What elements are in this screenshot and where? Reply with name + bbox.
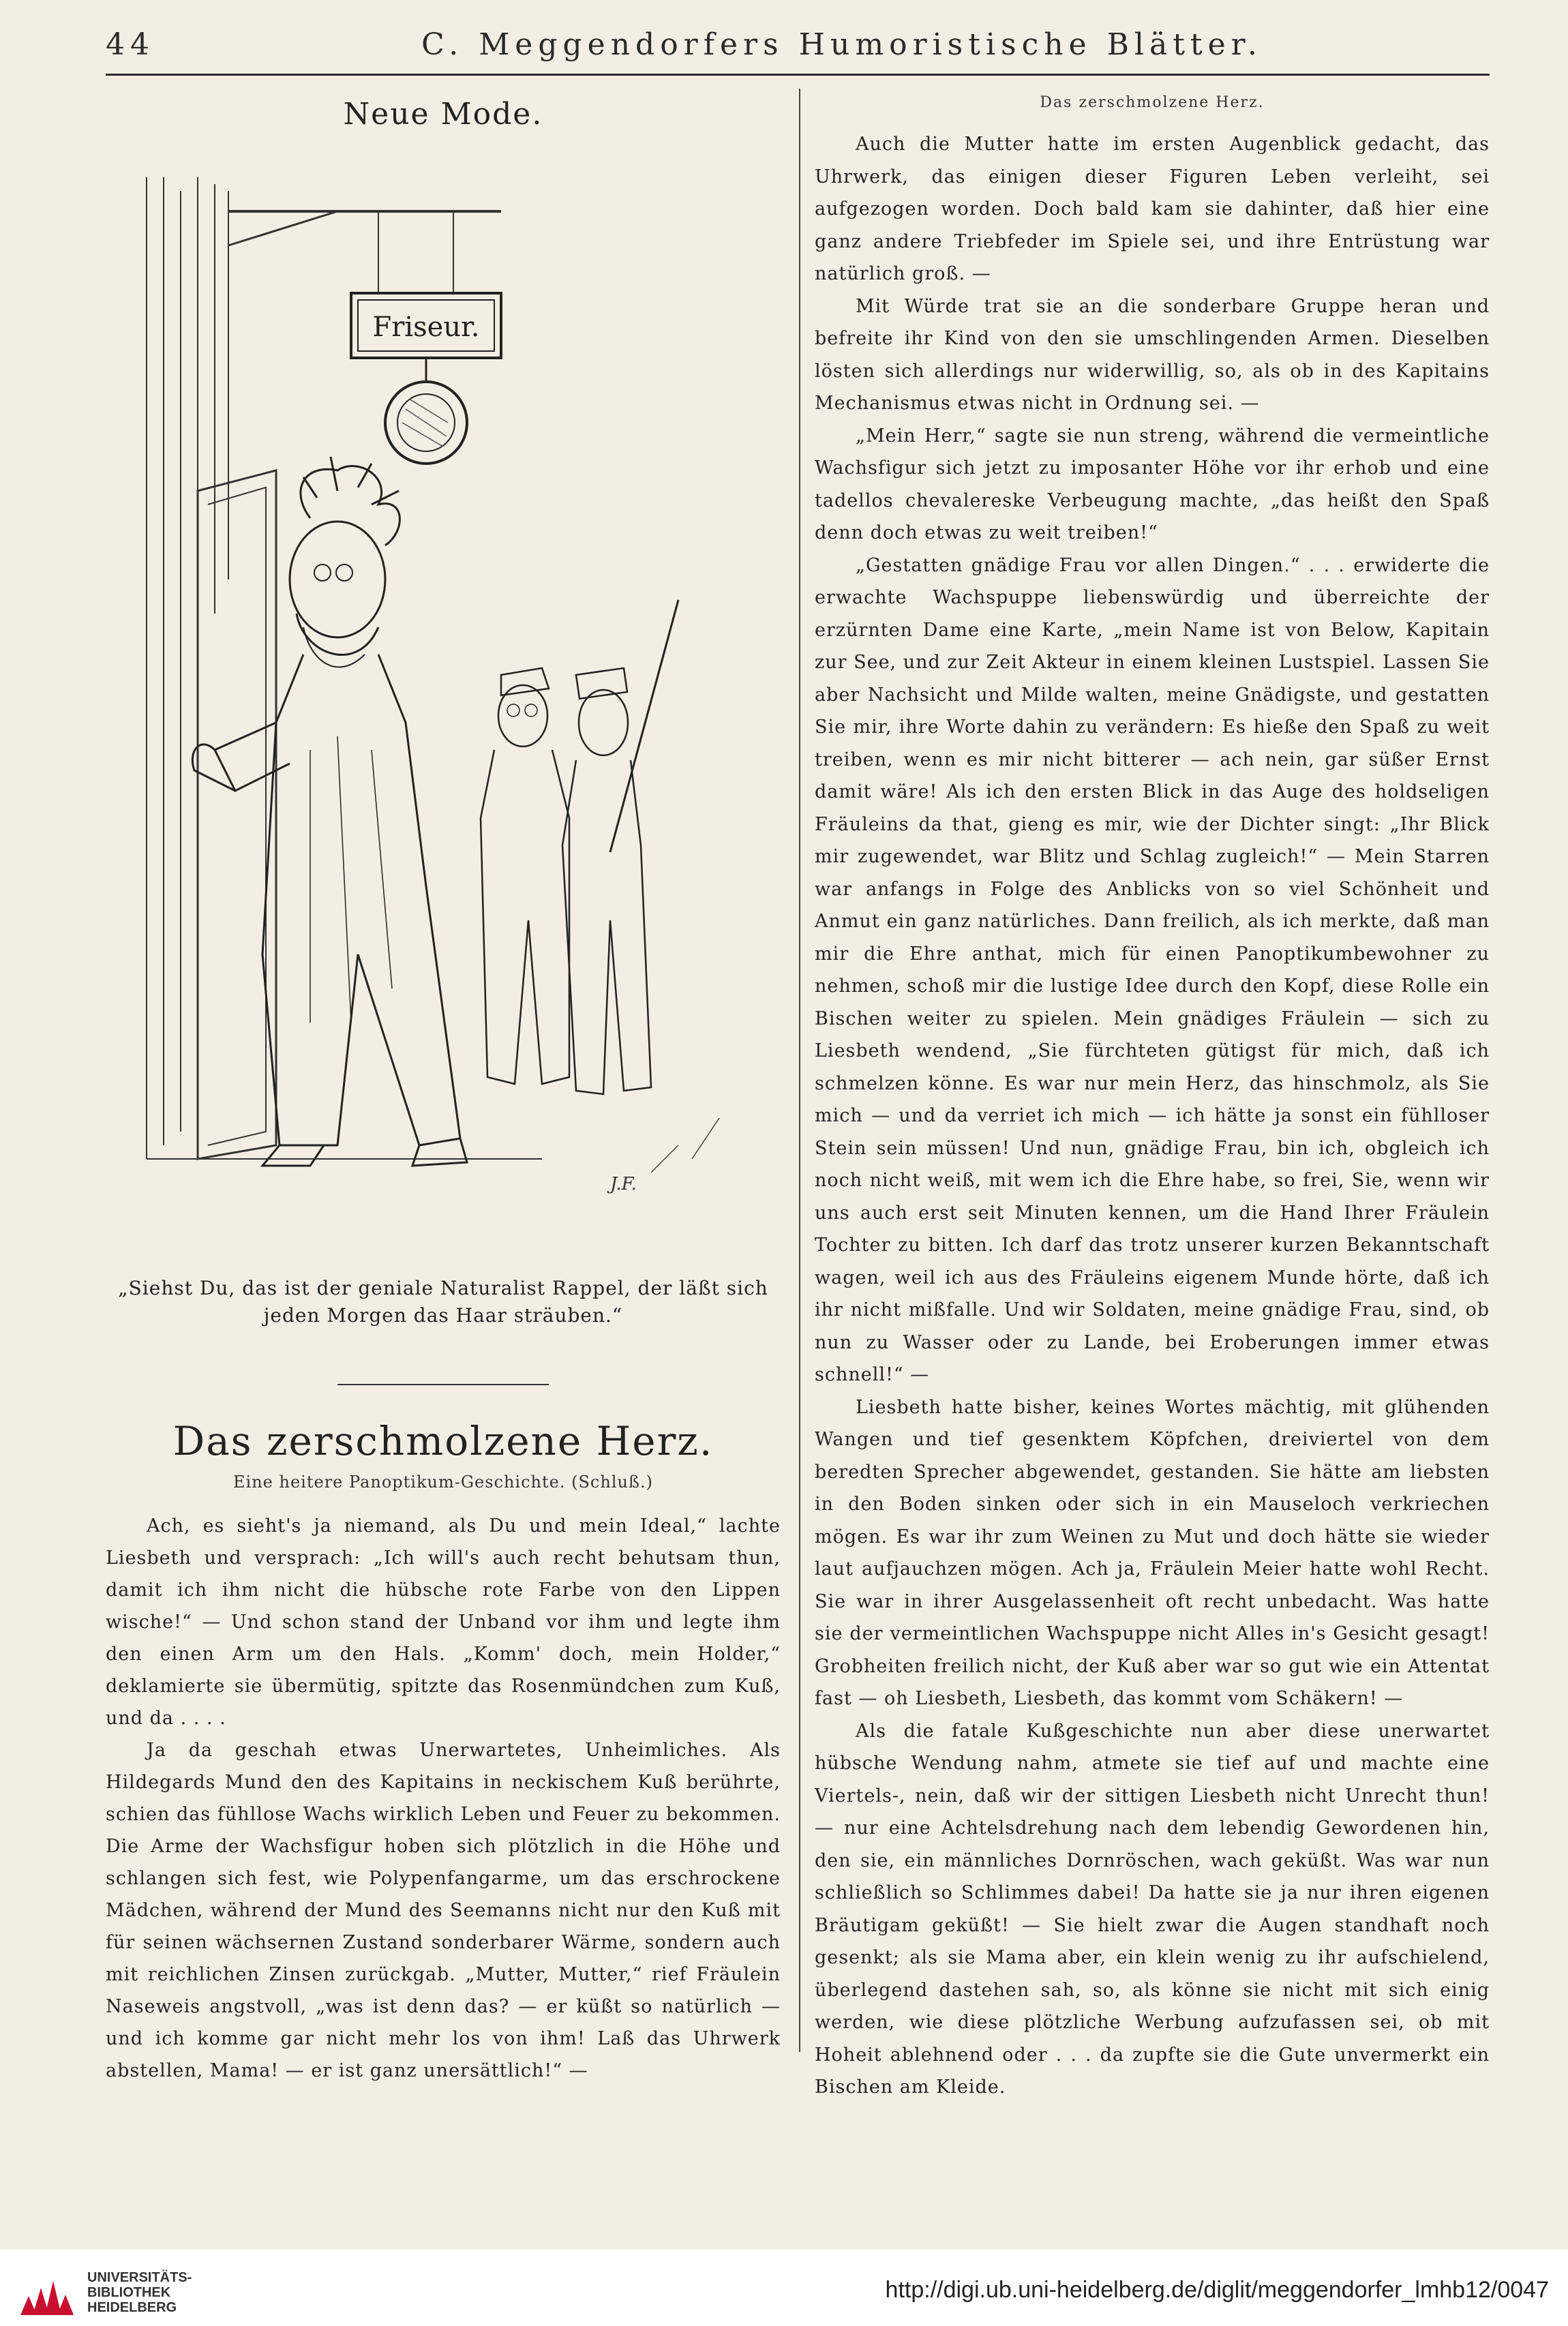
library-footer <box>0 2250 1568 2326</box>
column-running-head: Das zerschmolzene Herz. <box>1040 94 1265 111</box>
friseur-sign-text: Friseur. <box>372 312 480 343</box>
story-text-left <box>106 1510 781 2087</box>
journal-title: C. Meggendorfers Humoristische Blätter. <box>421 27 1263 62</box>
section-separator <box>337 1384 549 1385</box>
institution-name <box>87 2270 192 2315</box>
source-url-link[interactable]: http://digi.ub.uni-heidelberg.de/diglit/meggendorfer_lmhb12/0047 <box>885 2277 1549 2303</box>
story-paragraph: „Mein Herr,“ sagte sie nun streng, während die vermeintliche Wachsfigur sich jetzt zu imposanter Höhe vor ihr erhob und eine tadellos chevalereske Verbeugung machte, „das heißt den Spaß denn doch etwas zu weit treiben!“ <box>815 425 1490 543</box>
story-text-right <box>815 128 1490 2104</box>
story-subtitle: Eine heitere Panoptikum-Geschichte. (Schluß.) <box>233 1472 653 1492</box>
cartoon-illustration <box>133 136 767 1350</box>
header-rule <box>106 74 1490 76</box>
cartoon-caption: „Siehst Du, das ist der geniale Naturalist Rappel, der läßt sich jeden Morgen das Haar sträuben.“ <box>118 1277 768 1327</box>
naturalist-figure <box>192 457 467 1166</box>
institution-line: UNIVERSITÄTS- <box>87 2270 192 2285</box>
soldier-figures <box>481 600 678 1094</box>
story-paragraph: „Gestatten gnädige Frau vor allen Dingen.“ . . . erwiderte die erwachte Wachspuppe liebenswürdig und überreichte der erzürnten Dame eine Karte, „mein Name ist von Below, Kapitain zur See, und zur Zeit Akteur in einem kleinen Lustspiel. Lassen Sie aber Nachsicht und Milde walten, meine Gnädigste, und gestatten Sie mir, ihre Worte dahin zu verändern: Es hieße den Spaß zu weit treiben, wenn es mir nicht bitterer — ach nein, gar süßer Ernst damit wäre! Als ich den ersten Blick in das Auge des holdseligen Fräuleins da that, gieng es mir, wie der Dichter singt: „Ihr Blick mir zugewendet, war Blitz und Schlag zugleich!“ — Mein Starren war anfangs in Folge des Anblicks von so viel Schönheit und Anmut ein ganz natürliches. Dann freilich, als ich merkte, daß man mir die Ehre anthat, mich für einen Panoptikumbewohner zu nehmen, schoß mir die lustige Idee durch den Kopf, diese Rolle ein Bischen weiter zu spielen. Mein gnädiges Fräulein — sich zu Liesbeth wendend, „Sie fürchteten gütigst für mich, daß ich schmelzen könne. Es war nur mein Herz, das hinschmolz, als Sie mich — und da verriet ich mich — ich hätte ja sonst ein fühlloser Stein sein müssen! Und nun, gnädige Frau, bin ich, obgleich ich noch nicht weiß, mit wem ich die Ehre habe, so frei, Sie, wenn wir uns auch erst seit Minuten kennen, um die Hand Ihrer Fräulein Tochter zu bitten. Ich darf das trotz unserer kurzen Bekanntschaft wagen, weil ich aus des Fräuleins eigenem Munde hörte, daß ich ihr nicht mißfalle. Und wir Soldaten, meine gnädige Frau, sind, ob nun zu Wasser oder zu Lande, bei Eroberungen immer etwas schnell!“ — <box>815 554 1490 1385</box>
story-paragraph: Als die fatale Kußgeschichte nun aber diese unerwartet hübsche Wendung nahm, atmete sie tief auf und machte eine Viertels-, nein, daß wir der sittigen Liesbeth nicht Unrecht thun! — nur eine Achtelsdrehung nach dem lebendig Gewordenen hin, den sie, ein männliches Dornröschen, wach geküßt. Was war nun schließlich so Schlimmes dabei! Da hatte sie ja nur ihren eigenen Bräutigam geküßt! — Sie hielt zwar die Augen standhaft noch gesenkt; als sie Mama aber, ein klein wenig zu ihr aufschielend, überlegend dastehen sah, so, als könne sie nicht mit sich einig werden, wie diese plötzliche Werbung aufzufassen sei, ob mit Hoheit ablehnend oder . . . da zupfte sie die Gute unvermerkt ein Bischen am Kleide. <box>815 1720 1490 2098</box>
cartoon-title: Neue Mode. <box>343 97 543 132</box>
story-title: Das zerschmolzene Herz. <box>172 1418 714 1464</box>
story-paragraph: Ja da geschah etwas Unerwartetes, Unheimliches. Als Hildegards Mund den des Kapitains in neckischem Kuß berührte, schien das fühllose Wachs wirklich Leben und Feuer zu bekommen. Die Arme der Wachsfigur hoben sich plötzlich in die Höhe und schlangen sich fest, wie Polypenfangarme, um das erschrockene Mädchen, während der Mund des Seemanns nicht nur den Kuß mit für seinen wächsernen Zustand sonderbarer Wärme, sondern auch mit reichlichen Zinsen zurückgab. „Mutter, Mutter,“ rief Fräulein Naseweis angstvoll, „was ist denn das? — er küßt so natürlich — und ich komme gar nicht mehr los von ihm! Laß das Uhrwerk abstellen, Mama! — er ist ganz unersättlich!“ — <box>106 1740 781 2081</box>
running-head <box>106 27 1490 68</box>
university-library-logo <box>14 2261 75 2322</box>
story-paragraph: Liesbeth hatte bisher, keines Wortes mächtig, mit glühenden Wangen und tief gesenktem Köpfchen, dreiviertel von dem beredten Sprecher abgewendet, gestanden. Sie hätte am liebsten in den Boden sinken oder sich in ein Mauseloch verkriechen mögen. Es war ihr zum Weinen zu Mut und doch hätte sie wieder laut aufjauchzen mögen. Ach ja, Fräulein Meier hatte wohl Recht. Sie war in ihrer Ausgelassenheit oft recht unbedacht. Was hatte sie der vermeintlichen Wachspuppe nicht Alles in's Gesicht gesagt! Grobheiten freilich nicht, der Kuß aber war so gut wie ein Attentat fast — oh Liesbeth, Liesbeth, das kommt vom Schäkern! — <box>815 1396 1490 1709</box>
column-divider <box>799 89 800 2052</box>
institution-line: BIBLIOTHEK <box>87 2285 171 2300</box>
page-number: 44 <box>106 27 155 62</box>
story-paragraph: Ach, es sieht's ja niemand, als Du und mein Ideal,“ lachte Liesbeth und versprach: „Ich will's auch recht behutsam thun, damit ich ihm nicht die hübsche rote Farbe von den Lippen wische!“ — Und schon stand der Unband vor ihm und legte ihm den einen Arm um den Hals. „Komm' doch, mein Holder,“ deklamierte sie übermütig, spitzte das Rosenmündchen zum Kuß, und da . . . . <box>106 1515 781 1729</box>
story-paragraph: Auch die Mutter hatte im ersten Augenblick gedacht, das Uhrwerk, das einigen dieser Figuren Leben verleiht, sei aufgezogen worden. Doch bald kam sie dahinter, daß hier eine ganz andere Triebfeder im Spiele sei, und ihre Entrüstung war natürlich groß. — <box>815 134 1490 284</box>
institution-line: HEIDELBERG <box>87 2300 177 2315</box>
story-paragraph: Mit Würde trat sie an die sonderbare Gruppe heran und befreite ihr Kind von den sie umschlingenden Armen. Dieselben lösten sich allerdings nur widerwillig, so, als ob in des Kapitains Mechanismus etwas nicht in Ordnung sei. — <box>815 295 1490 414</box>
artist-signature: J.F. <box>610 1174 637 1194</box>
